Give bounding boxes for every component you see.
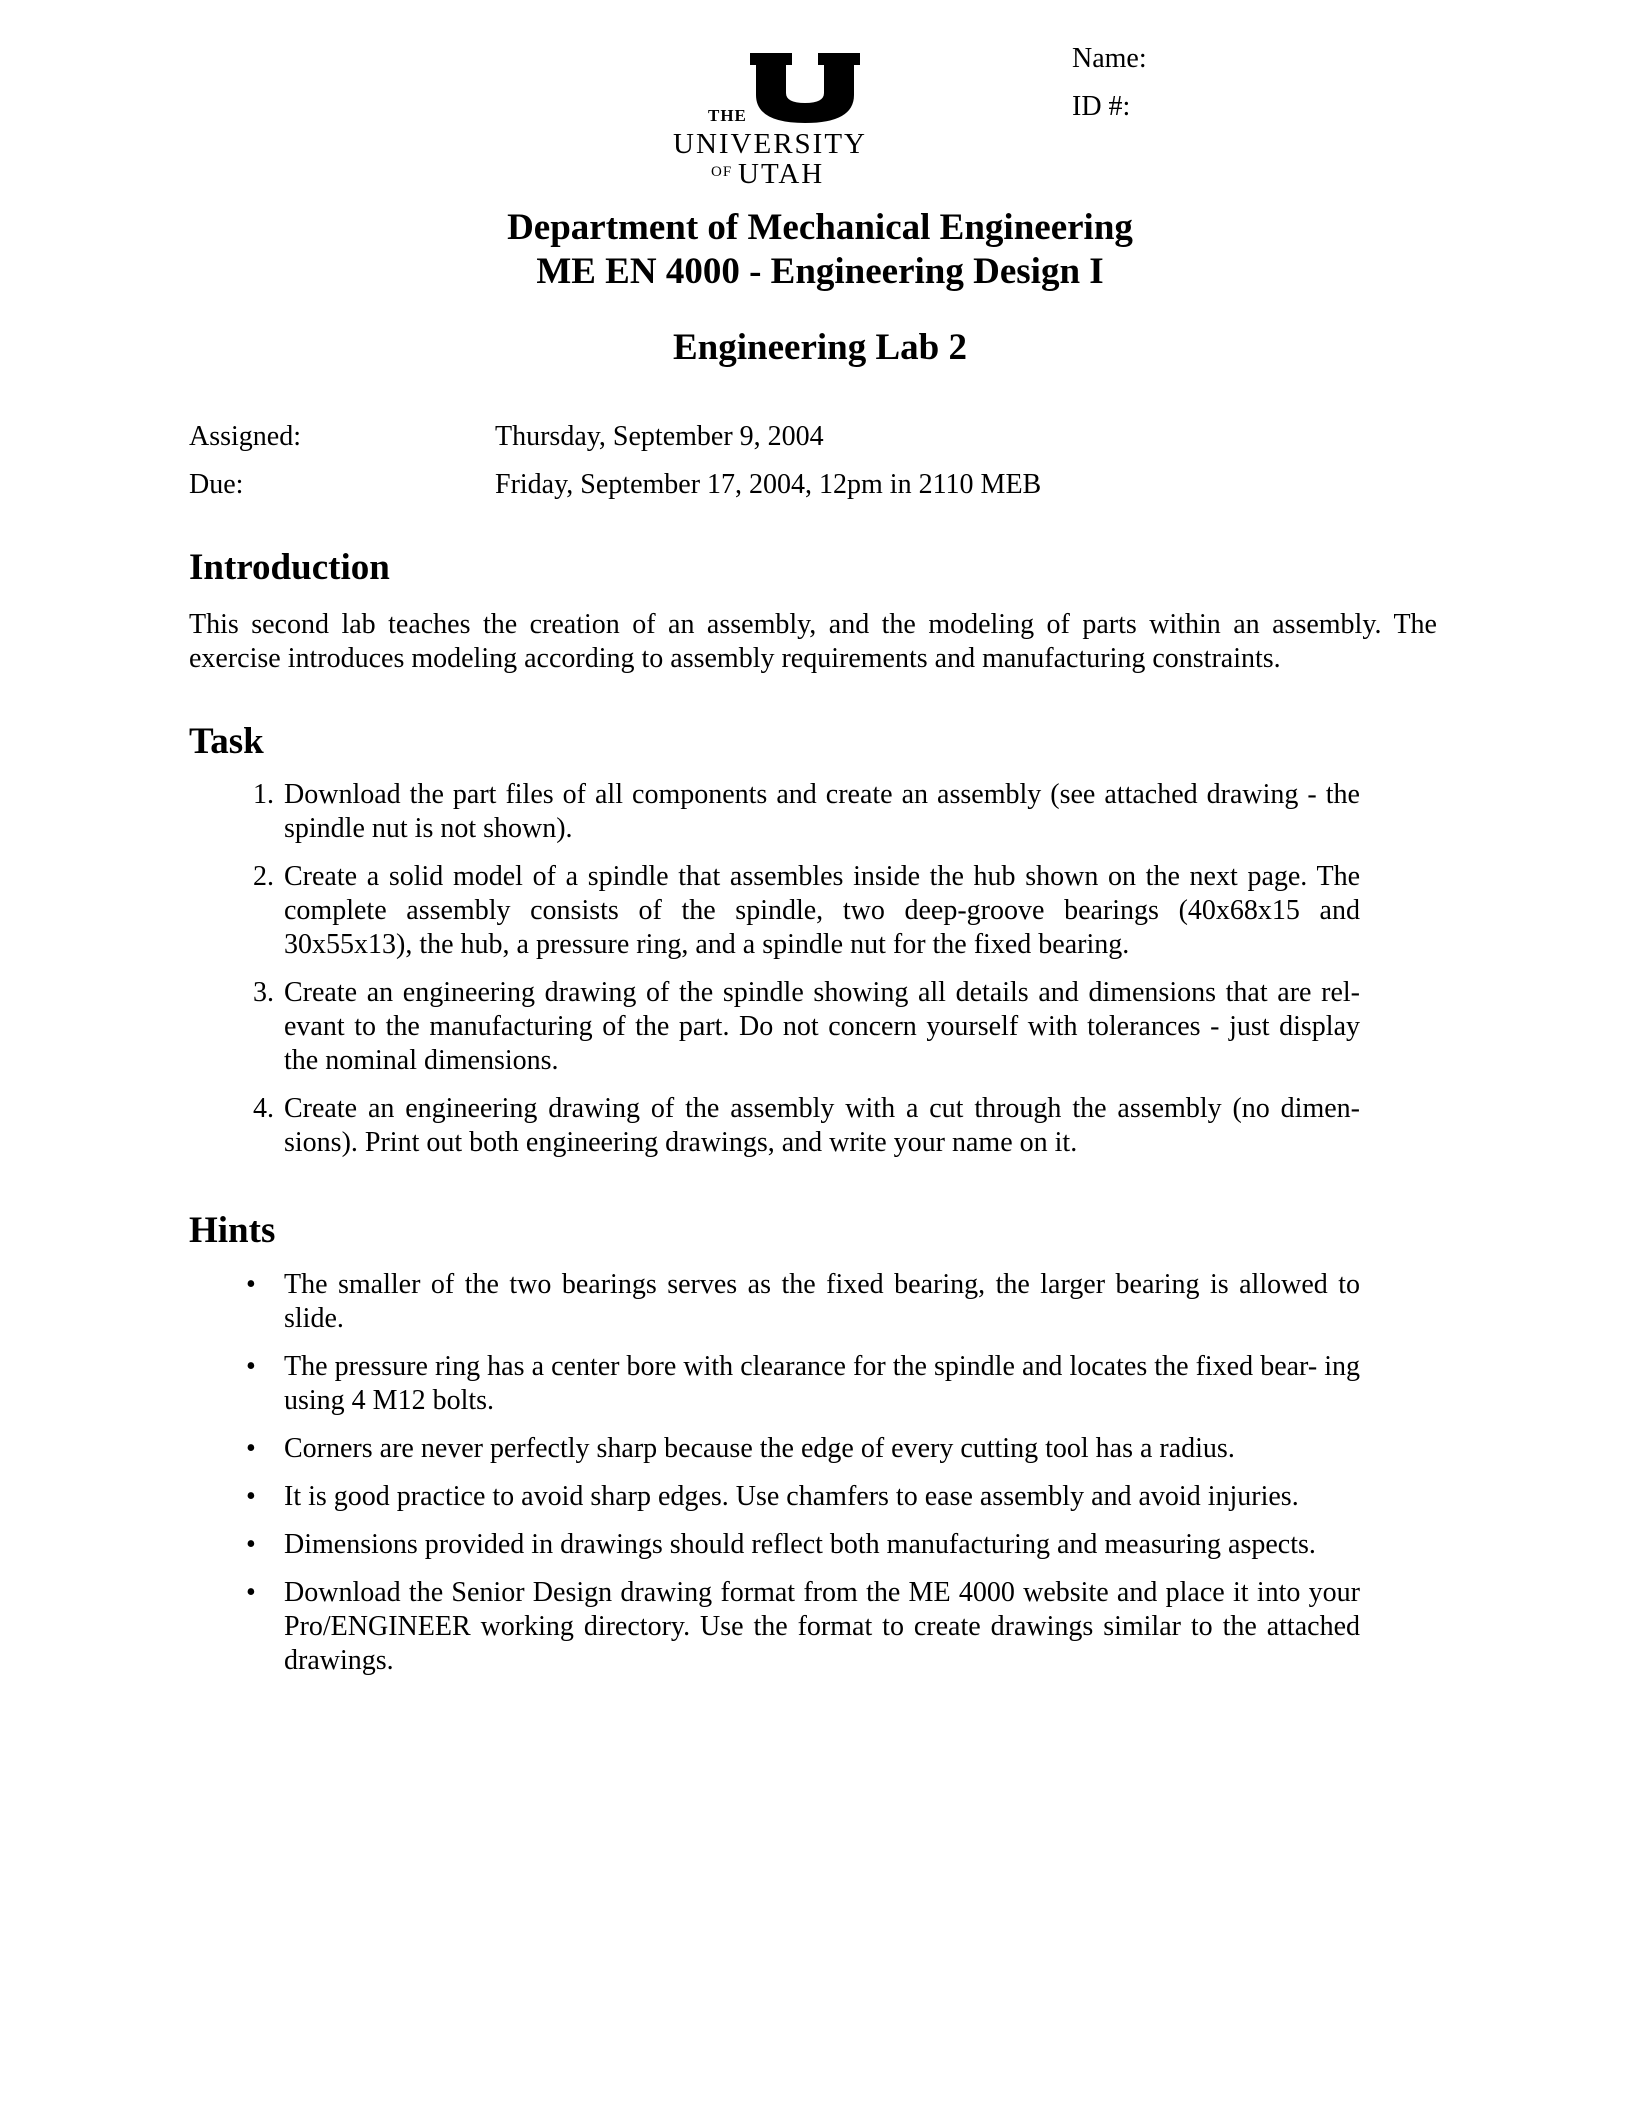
- task-item: [244, 976, 1360, 1078]
- task-item: [244, 1092, 1360, 1160]
- task-text: Create an engineering drawing of the spindle showing all details and dimensions that are rel- evant to the manufacturing of the part. Do not concern yourself with tolerances - just display the nominal dimensions.: [284, 977, 1360, 1076]
- hint-item: [244, 1528, 1360, 1562]
- hint-item: [244, 1350, 1360, 1418]
- bullet-icon: •: [246, 1577, 256, 1608]
- hint-text: The smaller of the two bearings serves as the fixed bearing, the larger bearing is allowed to slide.: [284, 1269, 1360, 1334]
- block-u-icon: [750, 53, 860, 123]
- task-text: Download the part files of all components and create an assembly (see attached drawing - the spindle nut is not shown).: [284, 779, 1360, 844]
- due-date: Friday, September 17, 2004, 12pm in 2110 MEB: [495, 469, 1042, 500]
- hints-list: [244, 1268, 1360, 1692]
- hints-heading: Hints: [189, 1210, 276, 1251]
- hint-text: Corners are never perfectly sharp because the edge of every cutting tool has a radius.: [284, 1433, 1235, 1464]
- department-title: Department of Mechanical Engineering: [507, 207, 1133, 248]
- logo-of: OF: [711, 164, 733, 180]
- task-text: Create an engineering drawing of the assembly with a cut through the assembly (no dimen- sions). Print out both engineering drawings, and write your name on it.: [284, 1093, 1360, 1158]
- hint-text: It is good practice to avoid sharp edges. Use chamfers to ease assembly and avoid injuries.: [284, 1481, 1299, 1512]
- introduction-paragraph: This second lab teaches the creation of an assembly, and the modeling of parts within an assembly. The exercise introduces modeling according to assembly requirements and manufacturing constraints.: [189, 609, 1437, 674]
- hint-item: [244, 1432, 1360, 1466]
- logo-the: THE: [708, 106, 747, 125]
- bullet-icon: •: [246, 1351, 256, 1382]
- id-field-label: ID #:: [1072, 91, 1131, 122]
- course-title: ME EN 4000 - Engineering Design I: [536, 251, 1104, 292]
- bullet-icon: •: [246, 1529, 256, 1560]
- university-logo: [670, 50, 870, 190]
- task-number: 3.: [253, 977, 274, 1008]
- bullet-icon: •: [246, 1269, 256, 1300]
- bullet-icon: •: [246, 1433, 256, 1464]
- hint-text: The pressure ring has a center bore with clearance for the spindle and locates the fixed bear- ing using 4 M12 bolts.: [284, 1351, 1360, 1416]
- assigned-label: Assigned:: [189, 421, 301, 452]
- lab-title: Engineering Lab 2: [673, 327, 967, 368]
- task-text: Create a solid model of a spindle that assembles inside the hub shown on the next page. The complete assembly consists of the spindle, two deep-groove bearings (40x68x15 and 30x55x13), the hub, a pressure ring, and a spindle nut for the fixed bearing.: [284, 861, 1360, 960]
- logo-utah: UTAH: [738, 158, 825, 190]
- hint-item: [244, 1480, 1360, 1514]
- task-number: 2.: [253, 861, 274, 892]
- task-number: 1.: [253, 779, 274, 810]
- name-field-label: Name:: [1072, 43, 1147, 74]
- task-heading: Task: [189, 721, 264, 762]
- task-item: [244, 860, 1360, 962]
- hint-item: [244, 1576, 1360, 1678]
- assigned-date: Thursday, September 9, 2004: [495, 421, 824, 452]
- task-number: 4.: [253, 1093, 274, 1124]
- hint-text: Download the Senior Design drawing format from the ME 4000 website and place it into your Pro/ENGINEER working directory. Use the format to create drawings similar to the attached drawings.: [284, 1577, 1360, 1676]
- task-item: [244, 778, 1360, 846]
- logo-university: UNIVERSITY: [673, 128, 867, 160]
- hint-text: Dimensions provided in drawings should reflect both manufacturing and measuring aspects.: [284, 1529, 1316, 1560]
- task-list: [244, 778, 1360, 1174]
- introduction-heading: Introduction: [189, 547, 390, 588]
- due-label: Due:: [189, 469, 244, 500]
- bullet-icon: •: [246, 1481, 256, 1512]
- hint-item: [244, 1268, 1360, 1336]
